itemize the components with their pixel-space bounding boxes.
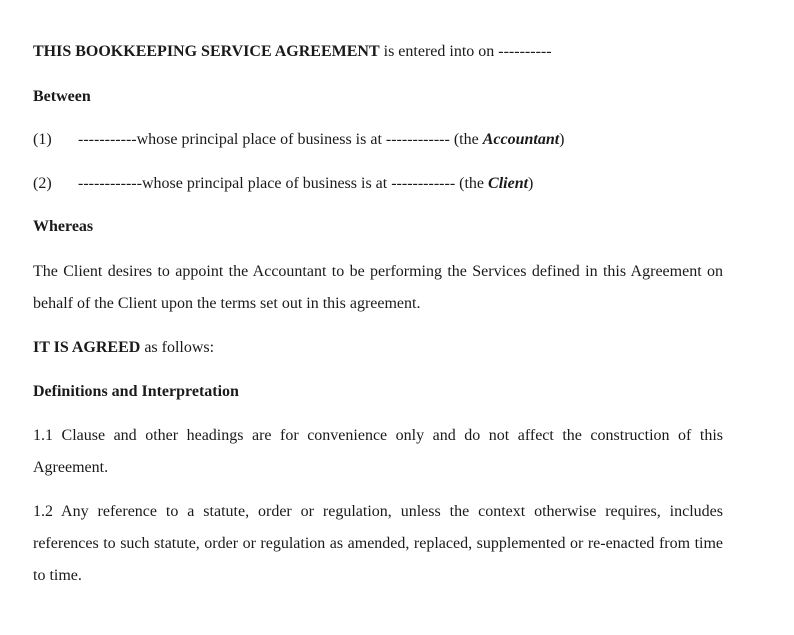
agreed-bold: IT IS AGREED (33, 339, 141, 356)
party-number: (1) (33, 131, 52, 148)
party-text: ------------whose principal place of business is at ------------ (the (78, 175, 489, 192)
party-role: Client (488, 175, 529, 192)
agreed-rest: as follows: (140, 339, 215, 356)
party-text: -----------whose principal place of business is at ------------ (the (78, 131, 483, 148)
party-2 (33, 174, 533, 194)
agreement-date-text: is entered into on ---------- (379, 43, 552, 60)
agreed-line (33, 338, 214, 358)
party-1 (33, 130, 565, 150)
clause-1-2: 1.2 Any reference to a statute, order or regulation, unless the context otherwise requires, includes references to such statute, order or regulation as amended, replaced, supplemented or re-enacted from time to time. (33, 503, 723, 584)
party-role: Accountant (482, 131, 560, 148)
whereas-heading: Whereas (33, 218, 94, 235)
whereas-paragraph: The Client desires to appoint the Accountant to be performing the Services defined in this Agreement on behalf of the Client upon the terms set out in this agreement. (33, 263, 723, 312)
party-number: (2) (33, 175, 52, 192)
between-heading: Between (33, 88, 91, 105)
clause-1-1: 1.1 Clause and other headings are for convenience only and do not affect the construction of this Agreement. (33, 427, 723, 476)
agreement-intro (33, 42, 552, 62)
party-close: ) (559, 131, 565, 148)
definitions-heading: Definitions and Interpretation (33, 383, 239, 400)
party-close: ) (528, 175, 534, 192)
agreement-title: THIS BOOKKEEPING SERVICE AGREEMENT (33, 43, 380, 60)
